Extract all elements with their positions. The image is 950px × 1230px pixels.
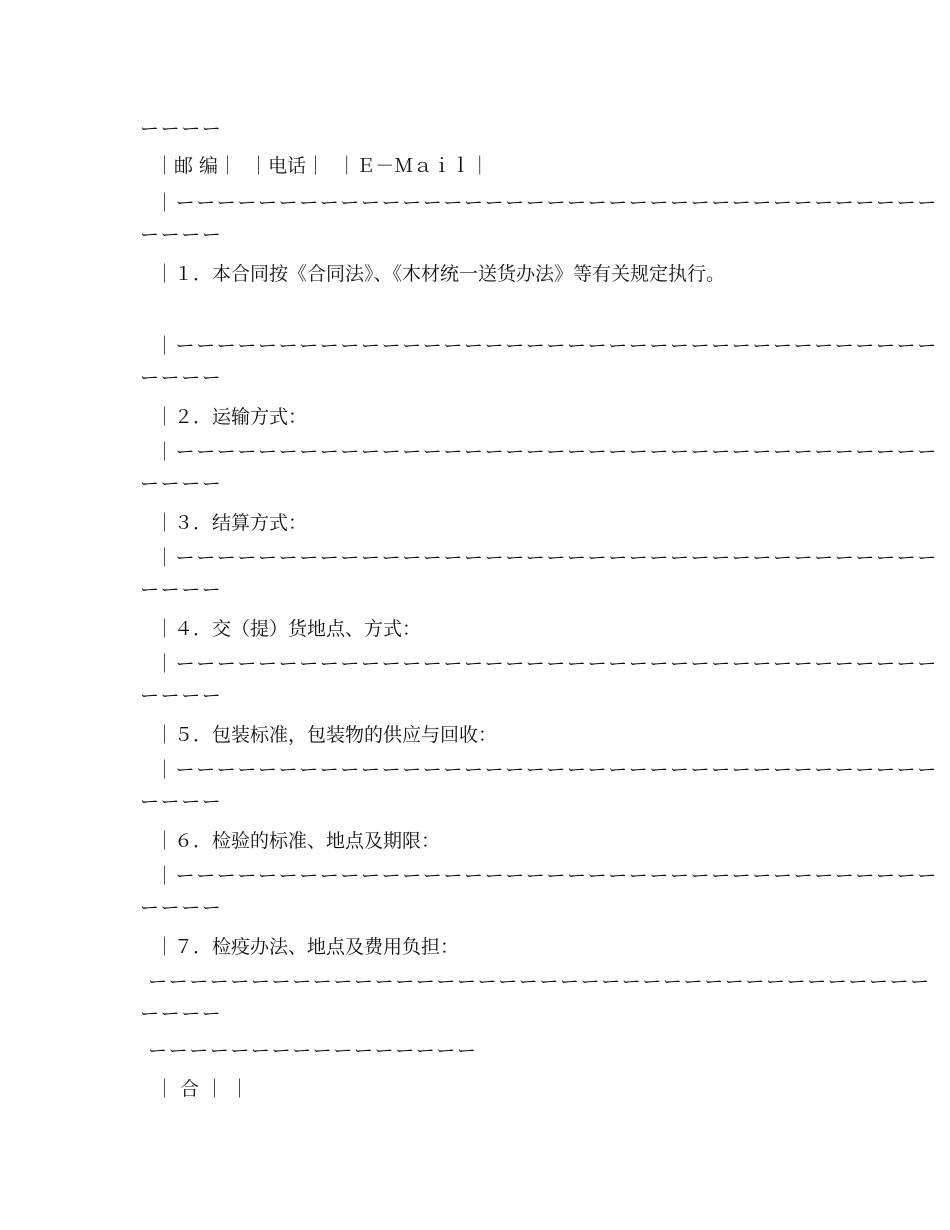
- separator-line: ーーーー: [140, 897, 223, 919]
- clause-5: ｜５．包装标准，包装物的供应与回收：: [155, 724, 498, 746]
- separator-line: ーーーーーーーーーーーーーーーーーーーーーーーーーーーーーーーーーーーーーー: [148, 971, 931, 993]
- separator-line: ーーーー: [140, 367, 223, 389]
- clause-7: ｜７．检疫办法、地点及费用负担：: [155, 936, 460, 958]
- clause-1: ｜１．本合同按《合同法》、《木材统一送货办法》等有关规定执行。: [155, 263, 726, 285]
- contact-header-row: ｜邮 编｜ ｜电话｜ ｜Ｅ－Ｍａｉｌ｜: [155, 155, 490, 177]
- contract-signature-row: ｜ 合 ｜ ｜: [155, 1078, 250, 1100]
- separator-line: ーーーー: [140, 685, 223, 707]
- separator-line: ーーーーーーーーーーーーーーーー: [148, 1040, 478, 1062]
- clause-6: ｜６．检验的标准、地点及期限：: [155, 830, 441, 852]
- separator-line: ｜ーーーーーーーーーーーーーーーーーーーーーーーーーーーーーーーーーーーーー: [155, 441, 938, 463]
- separator-line: ーーーー: [140, 791, 223, 813]
- separator-line: ｜ーーーーーーーーーーーーーーーーーーーーーーーーーーーーーーーーーーーーー: [155, 192, 938, 214]
- separator-line: ーーーー: [140, 579, 223, 601]
- separator-line: ーーーー: [140, 224, 223, 246]
- separator-line: ｜ーーーーーーーーーーーーーーーーーーーーーーーーーーーーーーーーーーーーー: [155, 653, 938, 675]
- clause-4: ｜４．交（提）货地点、方式：: [155, 618, 422, 640]
- separator-line: ｜ーーーーーーーーーーーーーーーーーーーーーーーーーーーーーーーーーーーーー: [155, 759, 938, 781]
- separator-line: ｜ーーーーーーーーーーーーーーーーーーーーーーーーーーーーーーーーーーーーー: [155, 865, 938, 887]
- separator-line: ーーーー: [140, 1003, 223, 1025]
- separator-line: ーーーー: [140, 473, 223, 495]
- separator-line: ーーーー: [140, 118, 223, 140]
- clause-3: ｜３．结算方式：: [155, 512, 308, 534]
- clause-2: ｜２．运输方式：: [155, 406, 308, 428]
- separator-line: ｜ーーーーーーーーーーーーーーーーーーーーーーーーーーーーーーーーーーーーー: [155, 547, 938, 569]
- separator-line: ｜ーーーーーーーーーーーーーーーーーーーーーーーーーーーーーーーーーーーーー: [155, 335, 938, 357]
